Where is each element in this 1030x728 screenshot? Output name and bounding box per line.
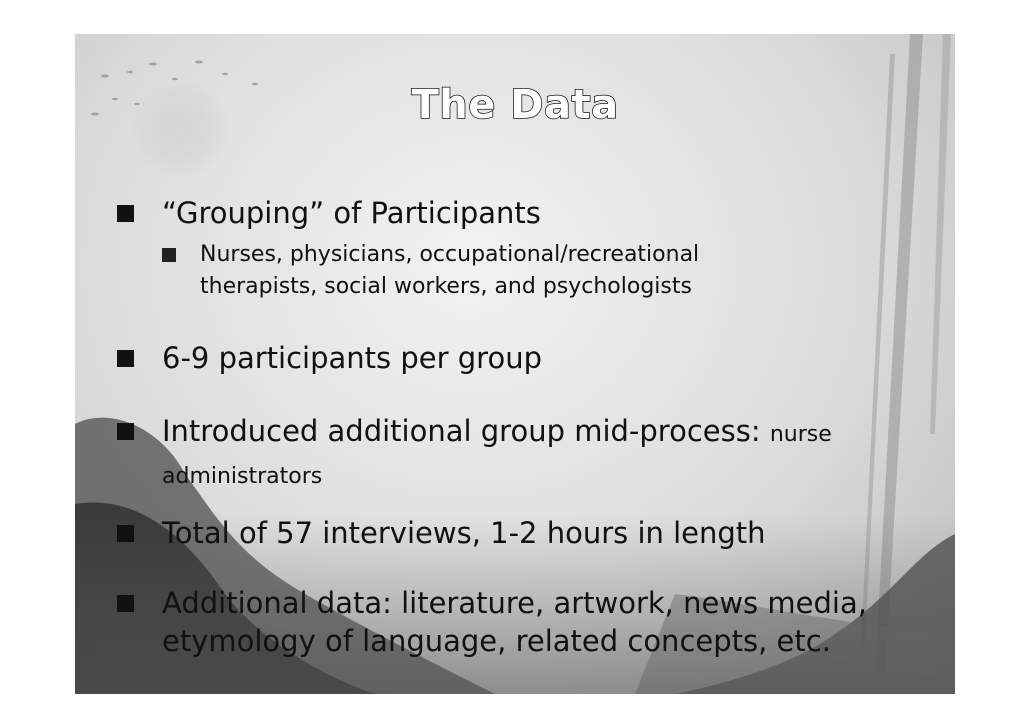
slide — [75, 34, 955, 694]
bullet-text: Total of 57 interviews, 1-2 hours in length — [162, 516, 766, 550]
bullet-text: 6-9 participants per group — [162, 341, 542, 375]
square-bullet-icon — [117, 423, 134, 440]
bullet-small-text: nurse administrators — [162, 422, 832, 489]
bullet-main-text: Introduced additional group mid-process: — [162, 414, 761, 448]
bullet-participants-per-group — [117, 339, 922, 377]
slide-title: The Data — [411, 82, 619, 128]
bullet-text: Additional data: literature, artwork, news media, etymology of language, related concepts, etc. — [162, 586, 867, 658]
bullet-text — [117, 412, 922, 496]
bullet-additional-group — [117, 412, 922, 496]
square-bullet-icon — [117, 525, 134, 542]
bullet-text: “Grouping” of Participants — [162, 196, 541, 230]
square-bullet-icon — [117, 595, 134, 612]
sub-bullet-participants — [162, 239, 820, 303]
bullet-grouping — [117, 194, 922, 232]
bullet-total-interviews — [117, 514, 922, 552]
sub-bullet-text: Nurses, physicians, occupational/recreational therapists, social workers, and psychologists — [200, 242, 700, 299]
bullet-additional-data — [117, 584, 922, 660]
square-bullet-icon — [117, 350, 134, 367]
square-bullet-icon — [117, 205, 134, 222]
square-bullet-icon — [162, 248, 176, 262]
